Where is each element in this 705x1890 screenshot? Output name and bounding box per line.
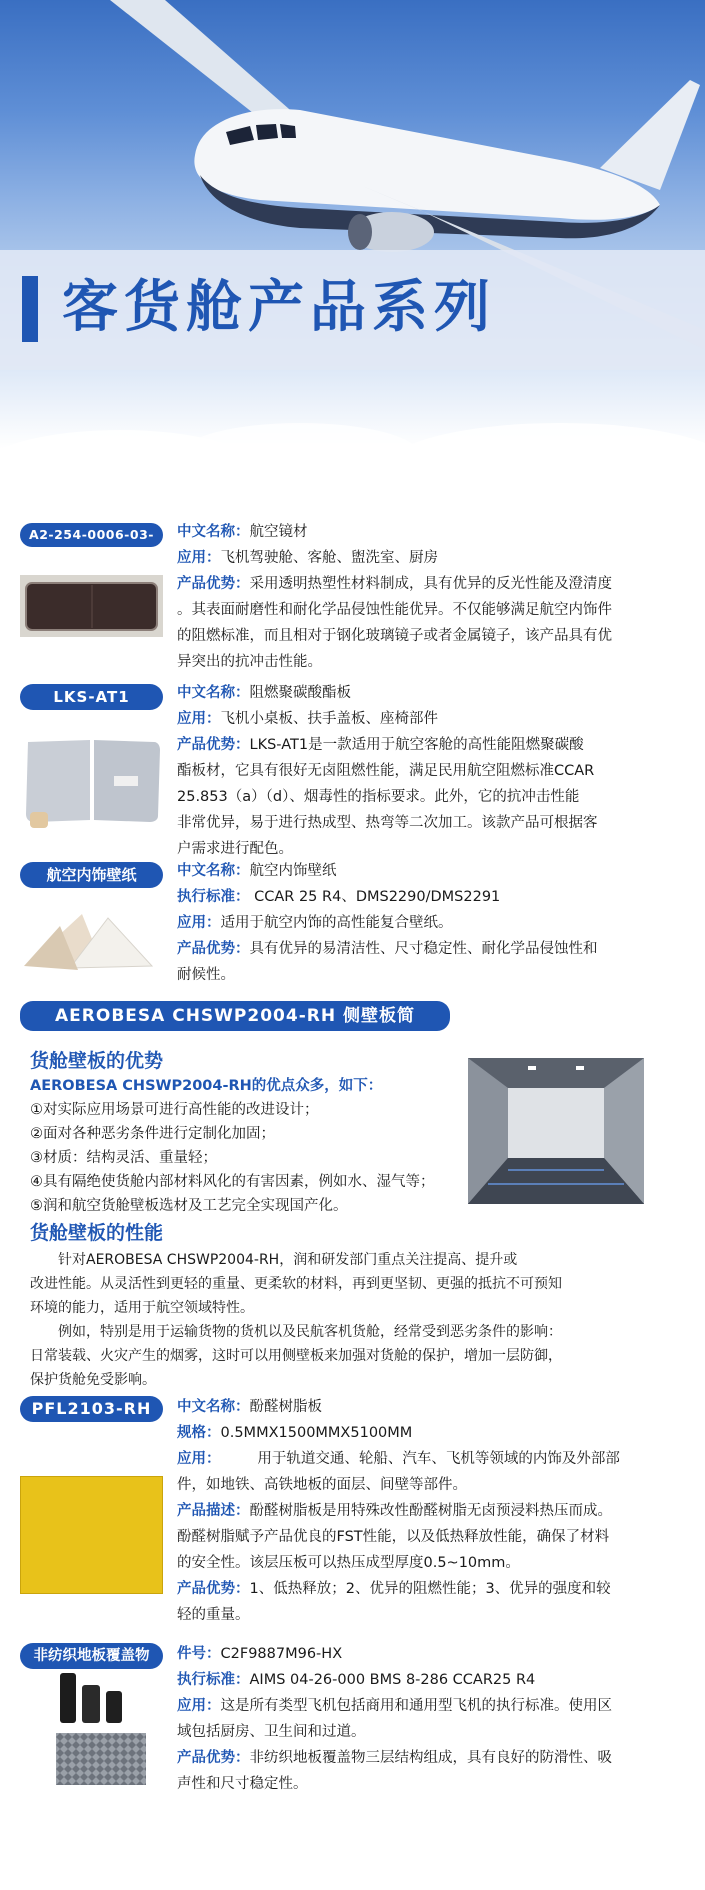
detail-row <box>177 1693 689 1719</box>
detail-key: 件号： <box>177 1646 221 1662</box>
detail-value: 。其表面耐磨性和耐化学品侵蚀性能优异。不仅能够满足航空内饰件 <box>177 602 612 618</box>
detail-row <box>177 680 689 706</box>
detail-value: 用于轨道交通、轮船、汽车、飞机等领域的内饰及外部部 <box>220 1451 620 1467</box>
detail-key: 产品描述： <box>177 1503 250 1519</box>
detail-key: 中文名称： <box>177 685 250 701</box>
detail-row <box>177 1576 689 1602</box>
detail-key: 产品优势： <box>177 1750 250 1766</box>
phenolic-board-image <box>20 1476 163 1594</box>
product-details <box>177 1641 689 1797</box>
detail-row <box>177 858 689 884</box>
mirror-panel-image <box>20 575 163 637</box>
detail-row <box>177 571 689 597</box>
detail-row <box>177 1719 689 1745</box>
performance-line: 保护货舱免受影响。 <box>30 1372 156 1388</box>
product-wallpaper <box>20 862 690 983</box>
detail-row <box>177 910 689 936</box>
product-details <box>177 858 689 988</box>
detail-row <box>177 1550 689 1576</box>
floor-texture-image <box>56 1733 146 1785</box>
detail-value: 的阻燃标准，而且相对于钢化玻璃镜子或者金属镜子，该产品具有优 <box>177 628 612 644</box>
advantage-item: ③材质：结构灵活、重量轻； <box>30 1150 217 1166</box>
detail-value: 适用于航空内饰的高性能复合壁纸。 <box>220 915 453 931</box>
performance-title: 货舱壁板的性能 <box>30 1222 164 1244</box>
detail-row <box>177 1472 689 1498</box>
detail-row <box>177 810 689 836</box>
detail-value: 非常优异，易于进行热成型、热弯等二次加工。该款产品可根据客 <box>177 815 598 831</box>
page-title: 客货舱产品系列 <box>62 275 496 340</box>
detail-value: 采用透明热塑性材料制成，具有优异的反光性能及澄清度 <box>249 576 612 592</box>
detail-row <box>177 1602 689 1628</box>
detail-value: 户需求进行配色。 <box>177 841 293 857</box>
detail-row <box>177 1745 689 1771</box>
detail-key: 应用： <box>177 915 221 931</box>
detail-row <box>177 1394 689 1420</box>
detail-key: 应用： <box>177 1451 221 1467</box>
detail-value: 飞机驾驶舱、客舱、盥洗室、厨房 <box>220 550 438 566</box>
wallpaper-rolls-image <box>20 904 163 976</box>
detail-value: 耐候性。 <box>177 967 235 983</box>
product-badge: A2-254-0006-03-HX <box>20 523 163 547</box>
detail-row <box>177 1524 689 1550</box>
product-badge: PFL2103-RH <box>20 1396 163 1422</box>
detail-value: 酚醛树脂板 <box>249 1399 322 1415</box>
detail-key: 中文名称： <box>177 1399 250 1415</box>
detail-value: 酚醛树脂板是用特殊改性酚醛树脂无卤预浸料热压而成。 <box>249 1503 612 1519</box>
cargo-hold-photo <box>468 1058 644 1204</box>
detail-value: 阻燃聚碳酸酯板 <box>249 685 351 701</box>
detail-value: 25.853（a）（d）、烟毒性的指标要求。此外，它的抗冲击性能 <box>177 789 580 805</box>
detail-value: AIMS 04-26-000 BMS 8-286 CCAR25 R4 <box>249 1672 536 1688</box>
product-details <box>177 680 689 862</box>
detail-key: 执行标准： <box>177 889 250 905</box>
advantage-item: ⑤润和航空货舱壁板选材及工艺完全实现国产化。 <box>30 1198 348 1214</box>
hero-banner <box>0 0 705 510</box>
detail-row <box>177 884 689 910</box>
product-phenolic <box>20 1396 690 1623</box>
advantage-item: ①对实际应用场景可进行高性能的改进设计； <box>30 1102 319 1118</box>
detail-key: 应用： <box>177 550 221 566</box>
detail-key: 产品优势： <box>177 576 250 592</box>
detail-key: 中文名称： <box>177 524 250 540</box>
detail-row <box>177 519 689 545</box>
performance-line: 环境的能力，适用于航空领域特性。 <box>30 1300 254 1316</box>
detail-key: 应用： <box>177 711 221 727</box>
detail-row <box>177 706 689 732</box>
performance-line: 例如，特别是用于运输货物的货机以及民航客机货舱，经常受到恶劣条件的影响： <box>58 1324 562 1340</box>
advantages-list <box>30 1074 470 1218</box>
detail-row <box>177 784 689 810</box>
product-badge: 航空内饰壁纸 <box>20 862 163 888</box>
detail-value: 航空内饰壁纸 <box>249 863 337 879</box>
performance-line: 针对AEROBESA CHSWP2004-RH，润和研发部门重点关注提高、提升或 <box>58 1252 518 1268</box>
detail-value: 飞机小桌板、扶手盖板、座椅部件 <box>220 711 438 727</box>
detail-value: CCAR 25 R4、DMS2290/DMS2291 <box>249 889 501 905</box>
detail-value: 非纺织地板覆盖物三层结构组成，具有良好的防滑性、吸 <box>249 1750 612 1766</box>
advantages-title: 货舱壁板的优势 <box>30 1050 164 1072</box>
product-details <box>177 1394 689 1628</box>
detail-value: 声性和尺寸稳定性。 <box>177 1776 308 1792</box>
aerobesa-section-badge: AEROBESA CHSWP2004-RH 侧壁板简 <box>20 1001 450 1031</box>
detail-key: 执行标准： <box>177 1672 250 1688</box>
detail-value: 的安全性。该层压板可以热压成型厚度0.5~10mm。 <box>177 1555 520 1571</box>
product-badge: 非纺织地板覆盖物 <box>20 1643 163 1669</box>
detail-value: 件，如地铁、高铁地板的面层、间壁等部件。 <box>177 1477 467 1493</box>
floor-rolls-image <box>56 1673 126 1723</box>
detail-key: 应用： <box>177 1698 221 1714</box>
detail-value: 1、低热释放；2、优异的阻燃性能；3、优异的强度和较 <box>249 1581 611 1597</box>
title-accent-bar <box>22 276 38 342</box>
detail-value: 酚醛树脂赋予产品优良的FST性能，以及低热释放性能，确保了材料 <box>177 1529 610 1545</box>
detail-value: 具有优异的易清洁性、尺寸稳定性、耐化学品侵蚀性和 <box>249 941 598 957</box>
detail-value: 域包括厨房、卫生间和过道。 <box>177 1724 366 1740</box>
detail-row <box>177 732 689 758</box>
detail-row <box>177 1420 689 1446</box>
performance-text <box>30 1248 680 1392</box>
detail-row <box>177 1641 689 1667</box>
detail-row <box>177 1446 689 1472</box>
detail-key: 规格： <box>177 1425 221 1441</box>
detail-value: 0.5MMX1500MMX5100MM <box>220 1425 413 1441</box>
product-badge: LKS-AT1 <box>20 684 163 710</box>
detail-value: 航空镜材 <box>249 524 308 540</box>
performance-line: 改进性能。从灵活性到更轻的重量、更柔软的材料，再到更坚韧、更强的抵抗不可预知 <box>30 1276 562 1292</box>
detail-row <box>177 1667 689 1693</box>
detail-row <box>177 597 689 623</box>
detail-value: 轻的重量。 <box>177 1607 250 1623</box>
product-details <box>177 519 689 675</box>
performance-line: 日常装载、火灾产生的烟雾，这时可以用侧壁板来加强对货舱的保护，增加一层防御， <box>30 1348 562 1364</box>
detail-key: 产品优势： <box>177 941 250 957</box>
detail-row <box>177 649 689 675</box>
detail-value: 酯板材，它具有很好无卤阻燃性能，满足民用航空阻燃标准CCAR <box>177 763 595 779</box>
product-mirror <box>20 523 690 670</box>
detail-value: 异突出的抗冲击性能。 <box>177 654 322 670</box>
detail-key: 中文名称： <box>177 863 250 879</box>
detail-value: 这是所有类型飞机包括商用和通用型飞机的执行标准。使用区 <box>220 1698 612 1714</box>
detail-row <box>177 936 689 962</box>
detail-row <box>177 1498 689 1524</box>
detail-row <box>177 962 689 988</box>
product-polycarbonate <box>20 684 690 857</box>
detail-row <box>177 1771 689 1797</box>
polycarbonate-board-image <box>20 734 163 834</box>
detail-value: LKS-AT1是一款适用于航空客舱的高性能阻燃聚碳酸 <box>249 737 584 753</box>
detail-row <box>177 623 689 649</box>
product-floor-covering <box>20 1643 690 1792</box>
advantage-item: ④具有隔绝使货舱内部材料风化的有害因素，例如水、湿气等； <box>30 1174 435 1190</box>
detail-key: 产品优势： <box>177 1581 250 1597</box>
detail-key: 产品优势： <box>177 737 250 753</box>
detail-row <box>177 545 689 571</box>
advantages-intro: AEROBESA CHSWP2004-RH的优点众多，如下： <box>30 1078 383 1094</box>
detail-value: C2F9887M96-HX <box>220 1646 343 1662</box>
detail-row <box>177 758 689 784</box>
advantage-item: ②面对各种恶劣条件进行定制化加固； <box>30 1126 275 1142</box>
